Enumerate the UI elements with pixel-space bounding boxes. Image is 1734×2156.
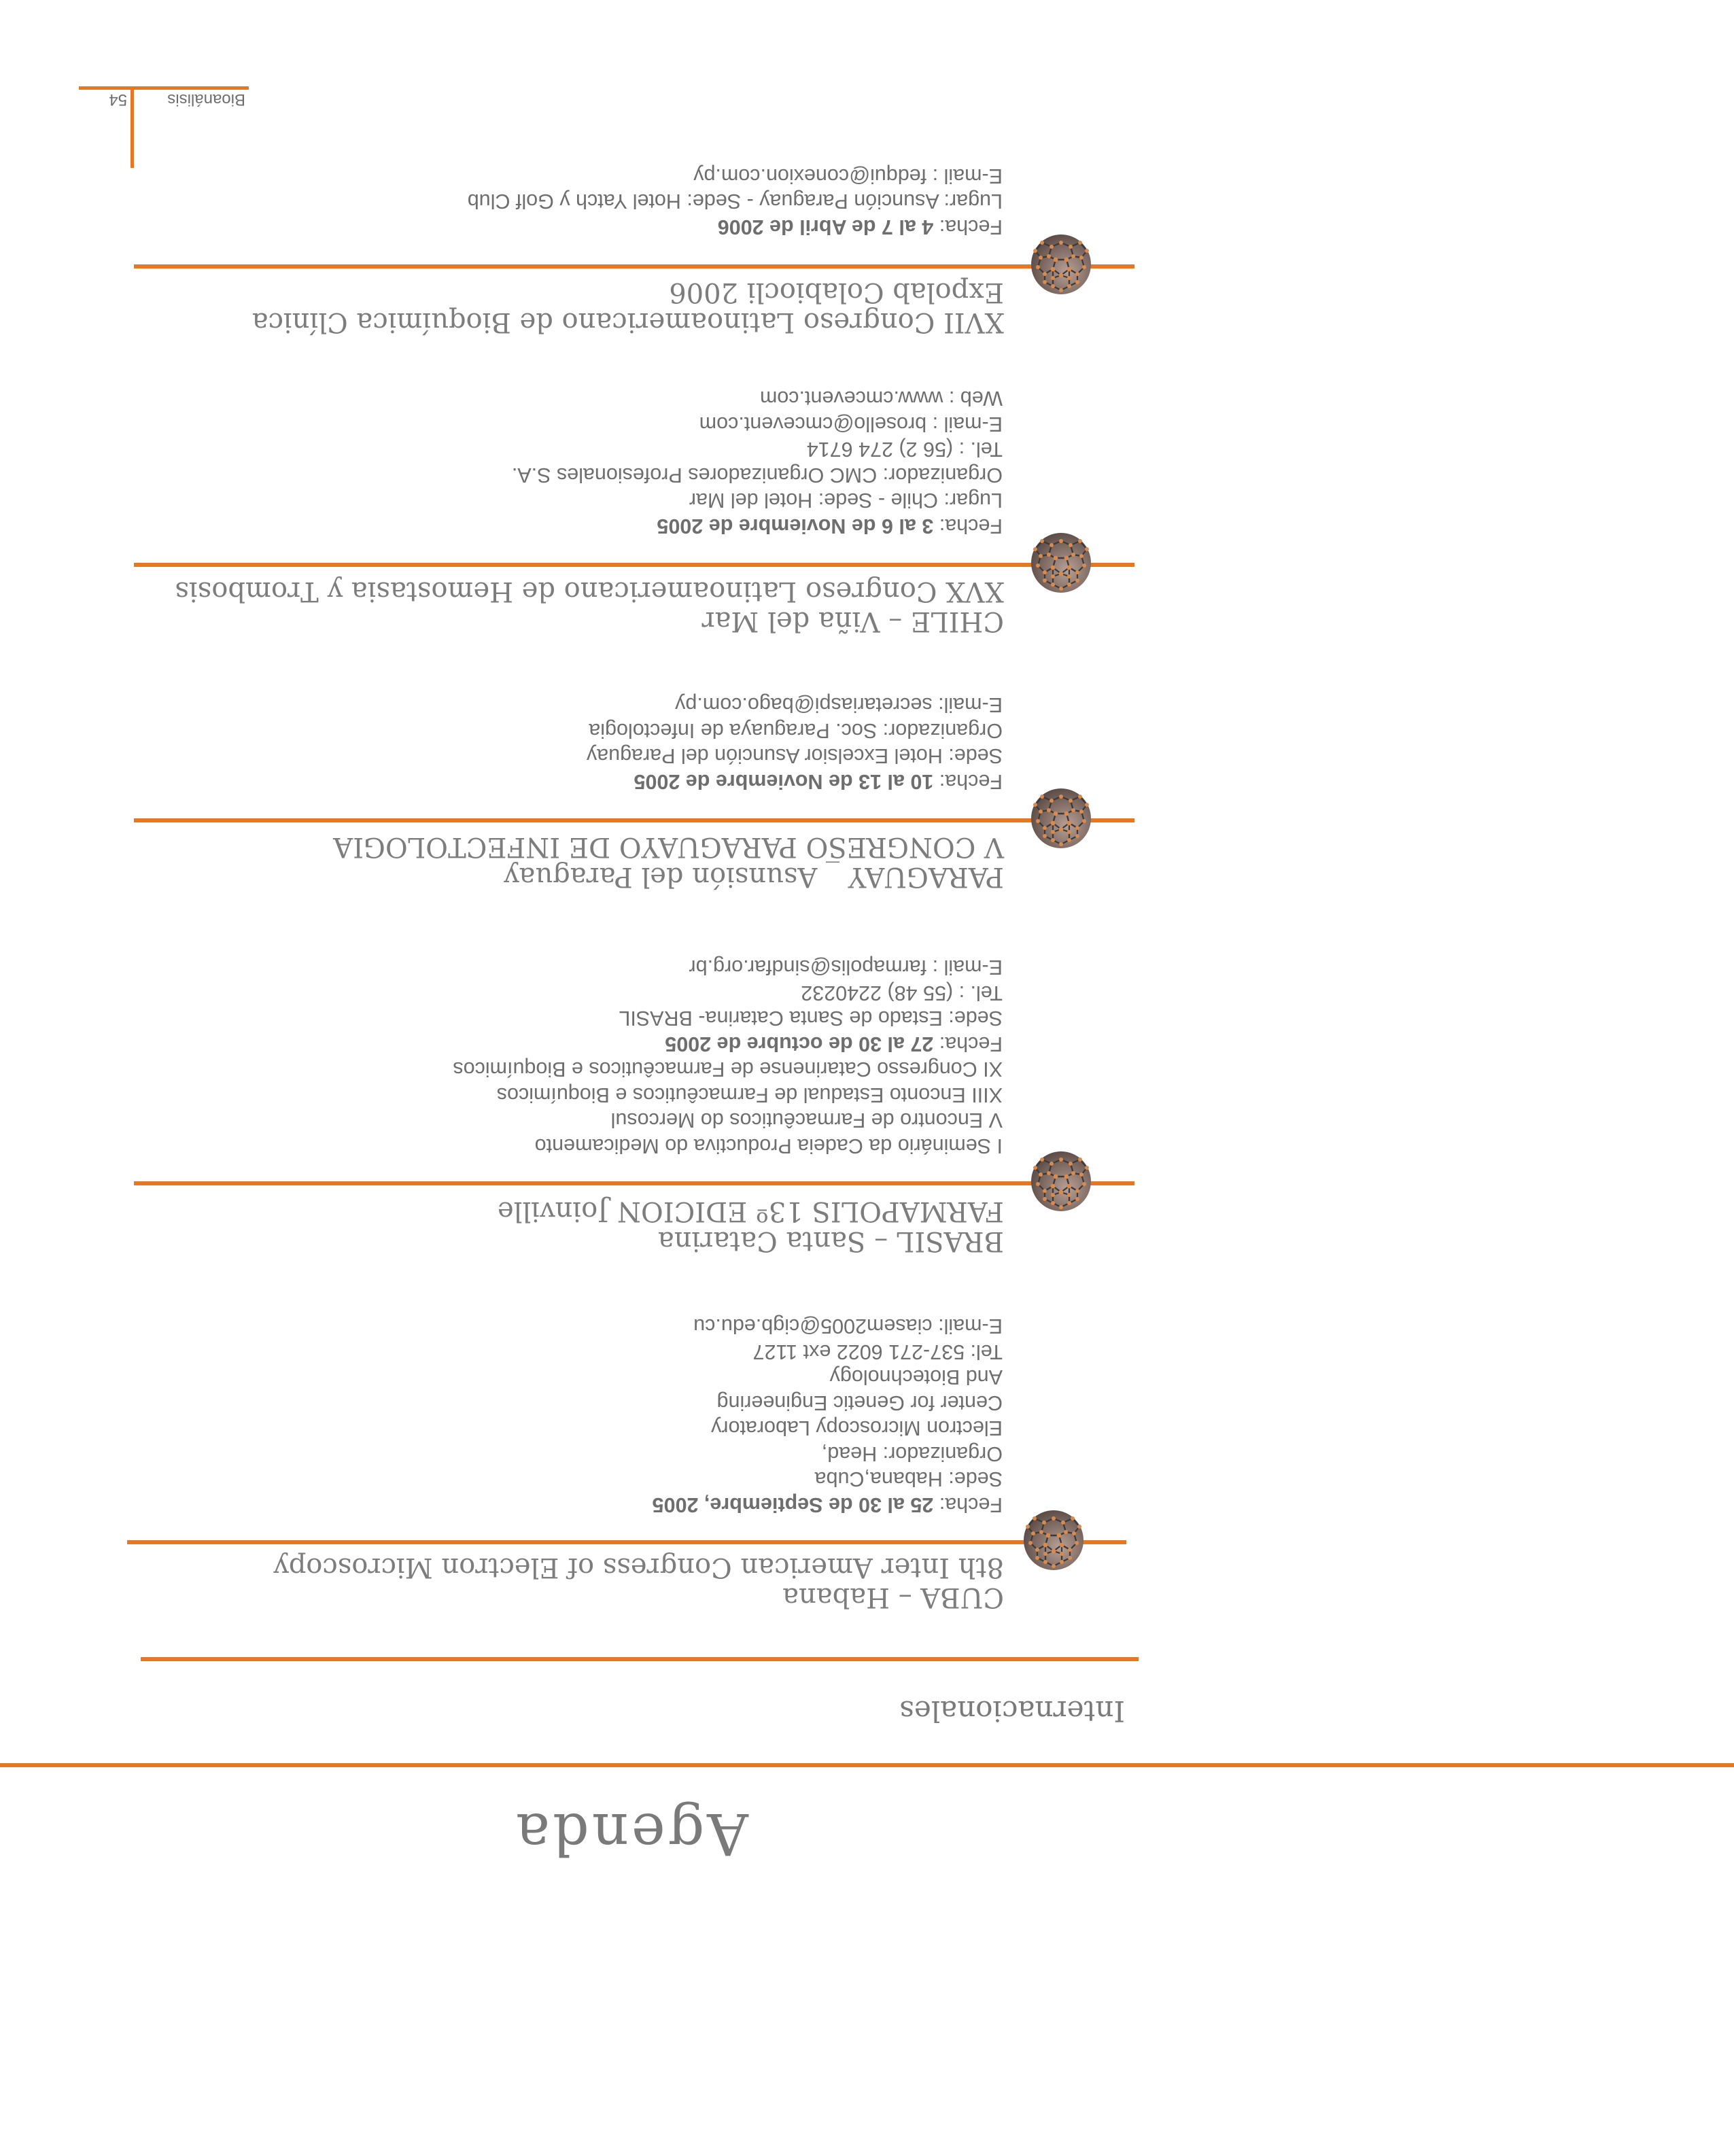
detail-email: E-mail : fedqui@conexion.com.py	[693, 164, 1003, 188]
fullerene-icon	[1030, 532, 1092, 594]
detail-line: I Seminário da Cadeia Productiva do Medicamento	[534, 1134, 1003, 1158]
event-heading	[252, 277, 1004, 337]
fullerene-icon	[1030, 787, 1092, 850]
event-date-value: 10 al 13 de Noviembre de 2005	[634, 770, 934, 793]
detail-email: E-mail : brosello@cmcevent.com	[699, 413, 1003, 436]
event-date-value: 3 al 6 de Noviembre de 2005	[657, 515, 934, 538]
event-details	[468, 163, 1003, 240]
detail-line: Center for Genetic Engineering	[716, 1391, 1003, 1414]
detail-line: Organizador: Head,	[821, 1442, 1003, 1465]
detail-line: Organizador: CMC Organizadores Profesionales S.A.	[511, 464, 1003, 487]
event-heading	[333, 832, 1004, 892]
event-details	[587, 692, 1003, 794]
event-name: FARMAPOLIS 13º EDICION Joinville	[497, 1196, 1004, 1227]
title-rule	[0, 1763, 1734, 1767]
event-name: V CONGRESO PARAGUAYO DE INFECTOLOGIA	[333, 831, 1004, 863]
detail-email: E-mail: secretariaspi@bago.com.py	[675, 693, 1003, 717]
event-heading	[273, 1552, 1004, 1612]
event-details	[453, 954, 1003, 1158]
detail-email: E-mail : farmapolis@sindfar.org.br	[689, 956, 1003, 979]
event-name: 8th Inter American Congress of Electron Microscopy	[273, 1552, 1004, 1583]
detail-line: Sede: Hotel Excelsior Asunción del Paraguay	[586, 744, 1003, 768]
event-date: Fecha: 27 al 30 de octubre de 2005	[665, 1032, 1003, 1056]
page-number: 54	[109, 90, 127, 109]
detail-line: And Biotechnology	[829, 1366, 1003, 1389]
fullerene-icon	[1030, 1150, 1092, 1213]
detail-line: Tel. : (56 2) 274 6714	[806, 438, 1003, 462]
detail-line: Tel. : (55 48) 2240232	[801, 981, 1003, 1005]
detail-line: Organizador: Soc. Paraguaya de Infectologia	[589, 719, 1003, 742]
event-name: XVII Congreso Latinoamericano de Bioquímica Clínica	[252, 307, 1004, 338]
event-location: BRASIL – Santa Catarina	[657, 1225, 1004, 1257]
event-date: Fecha: 4 al 7 de Abril de 2006	[717, 215, 1003, 239]
event-date-value: 25 al 30 de Septiembre, 2005	[652, 1493, 934, 1516]
detail-email: E-mail: ciasem2005@cigb.edu.cu	[693, 1315, 1003, 1338]
detail-line: Lugar: Chile - Sede: Hotel del Mar	[689, 489, 1003, 512]
event-rule	[134, 264, 1134, 268]
detail-line: Sede: Habana,Cuba	[814, 1467, 1003, 1491]
fullerene-icon	[1030, 233, 1092, 296]
event-details	[653, 1313, 1003, 1517]
detail-line: V Encontro de Farmacêuticos do Mercosul	[610, 1109, 1003, 1132]
event-details	[512, 385, 1003, 538]
page-title: Agenda	[513, 1801, 748, 1867]
publication-name: Bioanálisis	[167, 90, 245, 109]
event-location: PARAGUAY _ Asunsión del Paraguay	[503, 861, 1004, 892]
event-date: Fecha: 25 al 30 de Septiembre, 2005	[652, 1493, 1003, 1516]
event-rule	[134, 1181, 1134, 1185]
detail-line: XIII Enconto Estadual de Farmacêuticos e Bioquímicos	[496, 1083, 1003, 1107]
event-date-value: 27 al 30 de octubre de 2005	[665, 1032, 934, 1056]
event-date: Fecha: 3 al 6 de Noviembre de 2005	[657, 515, 1003, 538]
event-date-value: 4 al 7 de Abril de 2006	[717, 215, 934, 239]
detail-web: Web : www.cmcevent.com	[759, 387, 1003, 411]
event-date: Fecha: 10 al 13 de Noviembre de 2005	[634, 770, 1003, 793]
section-title: Internacionales	[899, 1694, 1125, 1728]
detail-line: XI Congresso Catarinense de Farmacêuticos e Bioquímicos	[453, 1058, 1003, 1081]
event-heading	[498, 1196, 1004, 1256]
event-subtitle: Expolab Colabiocli 2006	[669, 277, 1004, 308]
event-rule	[134, 563, 1134, 567]
fullerene-icon	[1022, 1509, 1085, 1571]
event-heading	[175, 576, 1004, 636]
detail-line: Electron Microscopy Laboratory	[711, 1416, 1003, 1440]
detail-line: Tel: 537-271 6022 ext 1127	[752, 1340, 1003, 1363]
event-location: CHILE – Viña del Mar	[701, 606, 1004, 637]
event-rule	[127, 1540, 1126, 1544]
event-name: XVX Congreso Latinoamericano de Hemostasia y Trombosis	[175, 576, 1004, 607]
event-rule	[134, 818, 1134, 822]
running-head-divider	[131, 86, 134, 168]
event-location: CUBA – Habana	[782, 1582, 1004, 1613]
detail-line: Lugar: Asunción Paraguay - Sede: Hotel Yatch y Golf Club	[467, 190, 1003, 213]
section-rule	[141, 1657, 1139, 1661]
detail-line: Sede: Estado de Santa Catarina- BRASIL	[619, 1007, 1003, 1030]
